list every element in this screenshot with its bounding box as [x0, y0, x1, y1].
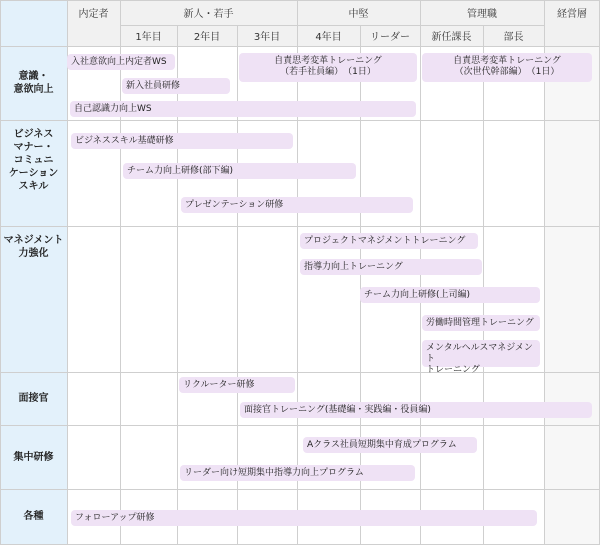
program-follow-up: フォローアップ研修 [71, 510, 537, 526]
header-group-chuken: 中堅 [348, 9, 369, 20]
program-rodo-jikan: 労働時間管理トレーニング [422, 315, 540, 331]
program-recruiter: リクルーター研修 [179, 377, 295, 393]
row-label-text: 面接官 [18, 393, 49, 404]
header-group-shinjin: 新人・若手 [183, 9, 234, 20]
header-4nenme: 4年目 [315, 32, 342, 43]
header-1nenme: 1年目 [135, 32, 162, 43]
program-presentation: プレゼンテーション研修 [181, 197, 413, 213]
grid-line [483, 25, 484, 545]
program-jiseki-jisedai: 自責思考変革トレーニング （次世代幹部編） （1日） [422, 53, 592, 82]
category-header-background [0, 0, 67, 46]
row-label-management [0, 226, 67, 372]
row-label-ishiki [0, 46, 67, 120]
program-mensetsukan-training: 面接官トレーニング(基礎編・実践編・役員編) [240, 402, 592, 418]
header-naitei: 内定者 [78, 9, 109, 20]
header-3nenme: 3年目 [253, 32, 281, 43]
row-label-text: 集中研修 [13, 451, 54, 463]
program-naitei-ws: 入社意欲向上内定者WS [67, 54, 175, 70]
grid-line [0, 489, 600, 490]
grid-line [0, 226, 600, 227]
program-a-class: Aクラス社員短期集中育成プログラム [303, 437, 477, 453]
header-group-kanri: 管理職 [467, 9, 497, 20]
program-shido-ryoku: 指導力向上トレーニング [300, 259, 482, 275]
grid-line [0, 372, 600, 373]
program-business-skill: ビジネススキル基礎研修 [71, 133, 293, 149]
header-shinnin-kacho: 新任課長 [431, 32, 472, 43]
row-label-business [0, 120, 67, 226]
grid-line [0, 46, 600, 47]
row-label-text: 意識・ 意欲向上 [13, 71, 54, 95]
header-bucho: 部長 [503, 32, 524, 43]
header-2nenme: 2年目 [193, 32, 221, 43]
program-team-buka: チーム力向上研修(部下編) [123, 163, 356, 179]
program-mental-health: メンタルヘルスマネジメント トレーニング [422, 340, 540, 367]
grid-line [120, 0, 121, 545]
row-label-text: マネジメント 力強化 [3, 235, 64, 259]
program-project-management: プロジェクトマネジメントトレーニング [300, 233, 478, 249]
header-leader: リーダー [370, 32, 410, 43]
program-shinnyu-shain: 新入社員研修 [122, 78, 230, 94]
grid-line [0, 425, 600, 426]
program-team-joshi: チーム力向上研修(上司編) [360, 287, 540, 303]
header-keiei: 経営層 [557, 9, 587, 20]
row-label-text: 各種 [23, 511, 44, 522]
program-jiko-ninshiki: 自己認識力向上WS [70, 101, 416, 117]
program-leader-shuchu: リーダー向け短期集中指導力向上プログラム [180, 465, 415, 481]
row-label-kakushu [0, 489, 67, 544]
row-label-mensetsukan [0, 372, 67, 425]
program-jiseki-wakate: 自責思考変革トレーニング （若手社員編） （1日） [239, 53, 417, 82]
row-label-text: ビジネス マナー・ コミュニ ケーション スキル [8, 129, 59, 192]
grid-line [0, 120, 600, 121]
grid-line [67, 0, 68, 545]
row-label-shuchu [0, 425, 67, 489]
